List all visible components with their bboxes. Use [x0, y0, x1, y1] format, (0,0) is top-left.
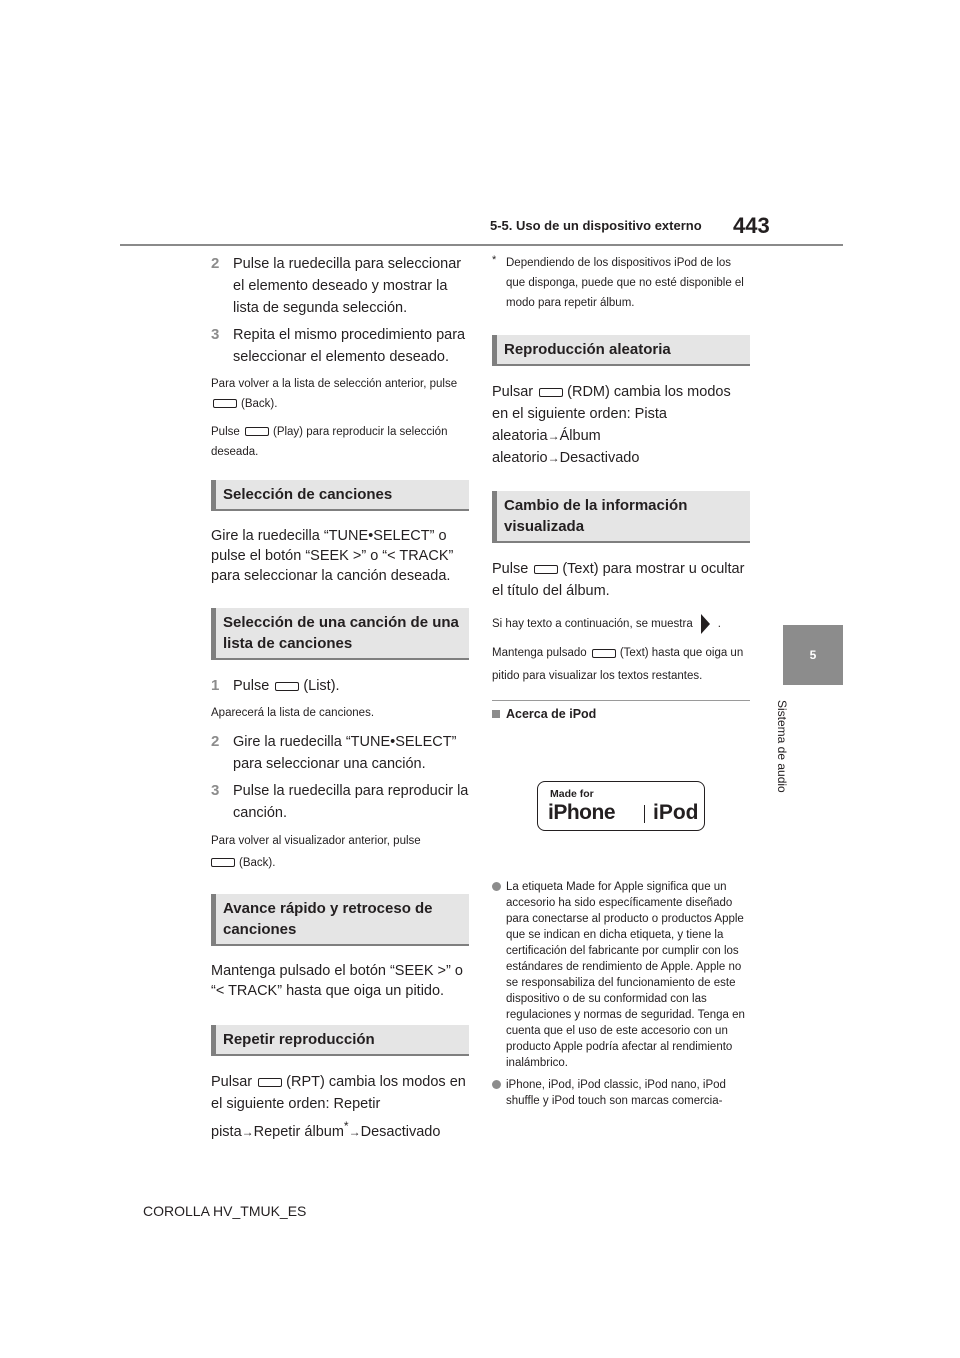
rdm-button-icon — [539, 388, 563, 397]
section-heading-song-list: Selección de una canción de una lista de canciones — [211, 608, 469, 660]
note-list-appears: Aparecerá la lista de canciones. — [211, 707, 375, 719]
footer-model: COROLLA HV_TMUK_ES — [143, 1203, 307, 1219]
made-for-iphone-ipod-logo: Made for iPhone iPod — [537, 781, 705, 831]
shuffle-text: Pulsar (RDM) cambia los modos en el siguiente orden: Pista aleatoria→Álbum aleatorio→Desactivado — [492, 384, 731, 466]
text-button-icon — [592, 649, 616, 658]
repeat-text: Pulsar (RPT) cambia los modos en el siguiente orden: Repetir pista→Repetir álbum*→Desactivado — [211, 1074, 466, 1140]
chapter-tab: 5 — [783, 625, 843, 685]
list-step-3: 3 Pulse la ruedecilla para reproducir la canción. — [211, 782, 469, 821]
note-more-text: Si hay texto a continuación, se muestra . — [492, 614, 750, 634]
song-selection-text: Gire la ruedecilla “TUNE•SELECT” o pulse el botón “SEEK >” o “< TRACK” para seleccionar la canción deseada. — [211, 528, 454, 584]
more-text-arrow-icon — [701, 614, 710, 634]
right-column — [492, 253, 750, 1109]
left-column — [211, 253, 469, 1153]
text-button-icon — [534, 565, 558, 574]
list-step-2: 2 Gire la ruedecilla “TUNE•SELECT” para seleccionar una canción. — [211, 733, 457, 772]
back-button-icon — [211, 858, 235, 867]
subsection-rule — [492, 700, 750, 701]
step-3: 3 Repita el mismo procedimiento para seleccionar el elemento deseado. — [211, 326, 466, 365]
subsection-heading-ipod: Acerca de iPod — [492, 707, 750, 721]
section-heading-song-selection: Selección de canciones — [211, 480, 469, 511]
step-2: 2 Pulse la ruedecilla para seleccionar el elemento deseado y mostrar la lista de segunda selección. — [211, 255, 462, 316]
footnote-repeat-album: * Dependiendo de los dispositivos iPod de los que disponga, puede que no esté disponible el modo para repetir álbum. — [492, 254, 744, 309]
bullet-dot-icon — [492, 1080, 501, 1089]
rpt-button-icon — [258, 1078, 282, 1087]
section-heading-fast-forward: Avance rápido y retroceso de canciones — [211, 894, 469, 946]
section-heading-repeat: Repetir reproducción — [211, 1025, 469, 1056]
fast-forward-text: Mantenga pulsado el botón “SEEK >” o “< TRACK” hasta que oiga un pitido. — [211, 963, 463, 999]
bullet-made-for-apple: La etiqueta Made for Apple significa que un accesorio ha sido específicamente diseñado para conectarse al producto o productos Apple que se indican en dicha etiqueta, y tiene la certificación del fabricante por cumplir con los estándares de rendimiento de Apple. Apple no se responsabiliza del funcionamiento de este dispositivo o de su conformidad con las regulaciones y normas de seguridad. Tenga en cuenta que el uso de este accesorio con un producto Apple podría afectar al rendimiento inalámbrico. — [492, 879, 750, 1071]
display-info-text: Pulse (Text) para mostrar u ocultar el título del álbum. — [492, 561, 745, 599]
header-rule — [120, 244, 843, 246]
bullet-trademarks: iPhone, iPod, iPod classic, iPod nano, iPod shuffle y iPod touch son marcas comercia- — [492, 1077, 750, 1109]
list-step-1: 1 Pulse (List). — [211, 677, 340, 694]
bullet-dot-icon — [492, 882, 501, 891]
back-button-icon — [213, 399, 237, 408]
section-title: 5-5. Uso de un dispositivo externo — [490, 218, 702, 233]
note-back: Para volver a la lista de selección anterior, pulse (Back). — [211, 378, 458, 410]
chapter-tab-label: Sistema de audio — [775, 700, 789, 793]
note-hold-text: Mantenga pulsado (Text) hasta que oiga un pitido para visualizar los textos restantes. — [492, 647, 744, 683]
square-bullet-icon — [492, 710, 500, 718]
page-number: 443 — [733, 213, 770, 238]
play-button-icon — [245, 427, 269, 436]
section-heading-shuffle: Reproducción aleatoria — [492, 335, 750, 366]
note-play: Pulse (Play) para reproducir la selección deseada. — [211, 426, 448, 458]
list-button-icon — [275, 682, 299, 691]
section-heading-display-info: Cambio de la información visualizada — [492, 491, 750, 543]
note-back-display: Para volver al visualizador anterior, pulse (Back). — [211, 835, 421, 869]
